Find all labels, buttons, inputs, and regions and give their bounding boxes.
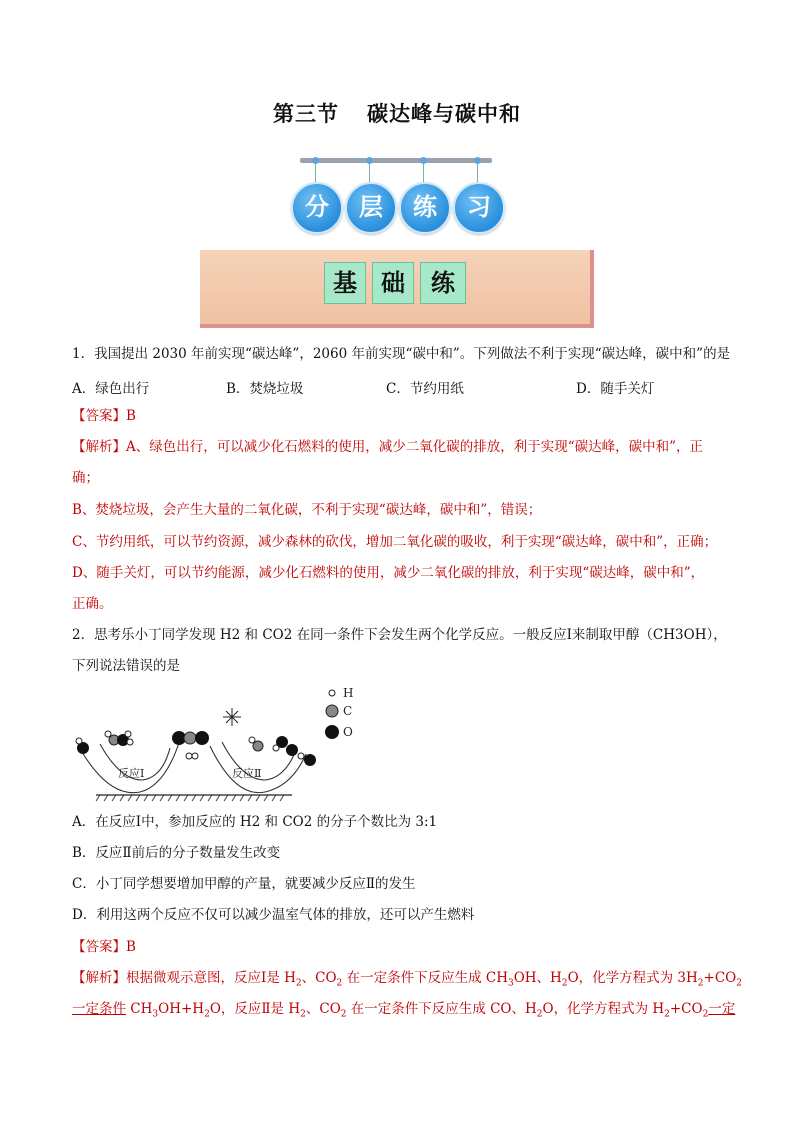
legend-c-swatch: [326, 705, 338, 717]
legend-h-swatch: [329, 690, 335, 696]
q1-option-d: D．随手关灯: [576, 381, 655, 397]
q2-stem: 2．思考乐小丁同学发现 H2 和 CO2 在同一条件下会发生两个化学反应。一般反应Ⅰ来制取甲醇（CH3OH），: [72, 627, 727, 643]
hanger-dot: [420, 157, 427, 164]
q1-stem: 1．我国提出 2030 年前实现“碳达峰”，2060 年前实现“碳中和”。下列做法不利于实现“碳达峰，碳中和”的是: [72, 346, 731, 362]
h-atom: [273, 745, 279, 751]
q2-analysis-line: 一定条件 $CH_3OH+H_2O$，反应Ⅱ是 $H_2$、$CO_2$ 在一定条件下反应生成 CO、$H_2O$，化学方程式为 $H_2+CO_2$一定: [72, 1001, 736, 1020]
h-atom: [298, 753, 304, 759]
c-atom: [253, 741, 263, 751]
q1-analysis: 正确。: [72, 596, 113, 612]
reaction-ii-label: 反应Ⅱ: [232, 767, 262, 780]
banner-tile: 础: [372, 262, 414, 304]
hanger-dot: [312, 157, 319, 164]
q2-option-d: D．利用这两个反应不仅可以减少温室气体的排放，还可以产生燃料: [72, 907, 475, 923]
q1-option-b: B．焚烧垃圾: [226, 381, 304, 397]
h-atom: [186, 753, 192, 759]
header-bubble: 习: [453, 182, 505, 234]
legend-o-swatch: [325, 725, 339, 739]
o-atom: [286, 744, 298, 756]
banner-tile: 基: [324, 262, 366, 304]
q1-analysis: C、节约用纸，可以节约资源，减少森林的砍伐，增加二氧化碳的吸收，利于实现“碳达峰，碳中和”，正确；: [72, 534, 718, 550]
q1-analysis: 【解析】A、绿色出行，可以减少化石燃料的使用，减少二氧化碳的排放，利于实现“碳达峰，碳中和”，正: [72, 439, 704, 455]
h-atom: [125, 731, 131, 737]
level-banner-tiles: [324, 262, 466, 304]
header-bubble: 练: [399, 182, 451, 234]
o-atom: [195, 731, 209, 745]
hanger-dot: [366, 157, 373, 164]
reaction-diagram: [70, 680, 390, 805]
h-atom: [105, 731, 111, 737]
hanger-dot: [474, 157, 481, 164]
legend-h-label: H: [343, 686, 354, 700]
c-atom: [184, 732, 196, 744]
o-atom: [304, 754, 316, 766]
q1-option-a: A．绿色出行: [72, 381, 150, 397]
q2-option-a: A．在反应Ⅰ中，参加反应的 H2 和 CO2 的分子个数比为 3:1: [72, 814, 438, 830]
q2-option-b: B．反应Ⅱ前后的分子数量发生改变: [72, 845, 281, 861]
legend-c-label: C: [343, 704, 353, 718]
q1-analysis: 确；: [72, 470, 99, 486]
h-atom: [249, 737, 255, 743]
q1-analysis: B、焚烧垃圾，会产生大量的二氧化碳，不利于实现“碳达峰，碳中和”，错误；: [72, 502, 542, 518]
q2-option-c: C．小丁同学想要增加甲醇的产量，就要减少反应Ⅱ的发生: [72, 876, 416, 892]
catalyst-icon: [223, 708, 241, 726]
header-bubble: 分: [291, 182, 343, 234]
q1-answer: 【答案】B: [72, 408, 136, 424]
header-bubble: 层: [345, 182, 397, 234]
legend-o-label: O: [343, 725, 353, 739]
q1-analysis: D、随手关灯，可以节约能源，减少化石燃料的使用，减少二氧化碳的排放，利于实现“碳达峰，碳中和”，: [72, 565, 705, 581]
q2-analysis-line: 【解析】根据微观示意图，反应Ⅰ是 $H_2$、$CO_2$ 在一定条件下反应生成 $CH_3OH$、$H_2O$，化学方程式为 $3H_2+CO_2$: [72, 970, 742, 989]
h-atom: [192, 753, 198, 759]
page-title: [0, 98, 794, 128]
h-atom: [76, 738, 82, 744]
header-hanger-rod: [300, 158, 492, 163]
section-topic: 碳达峰与碳中和: [367, 102, 521, 126]
section-number: 第三节: [273, 102, 339, 126]
banner-tile: 练: [420, 262, 466, 304]
q2-answer: 【答案】B: [72, 939, 136, 955]
reaction-i-label: 反应Ⅰ: [118, 767, 145, 780]
h-atom: [127, 739, 133, 745]
q2-stem: 下列说法错误的是: [72, 658, 180, 674]
q1-option-c: C．节约用纸: [386, 381, 464, 397]
